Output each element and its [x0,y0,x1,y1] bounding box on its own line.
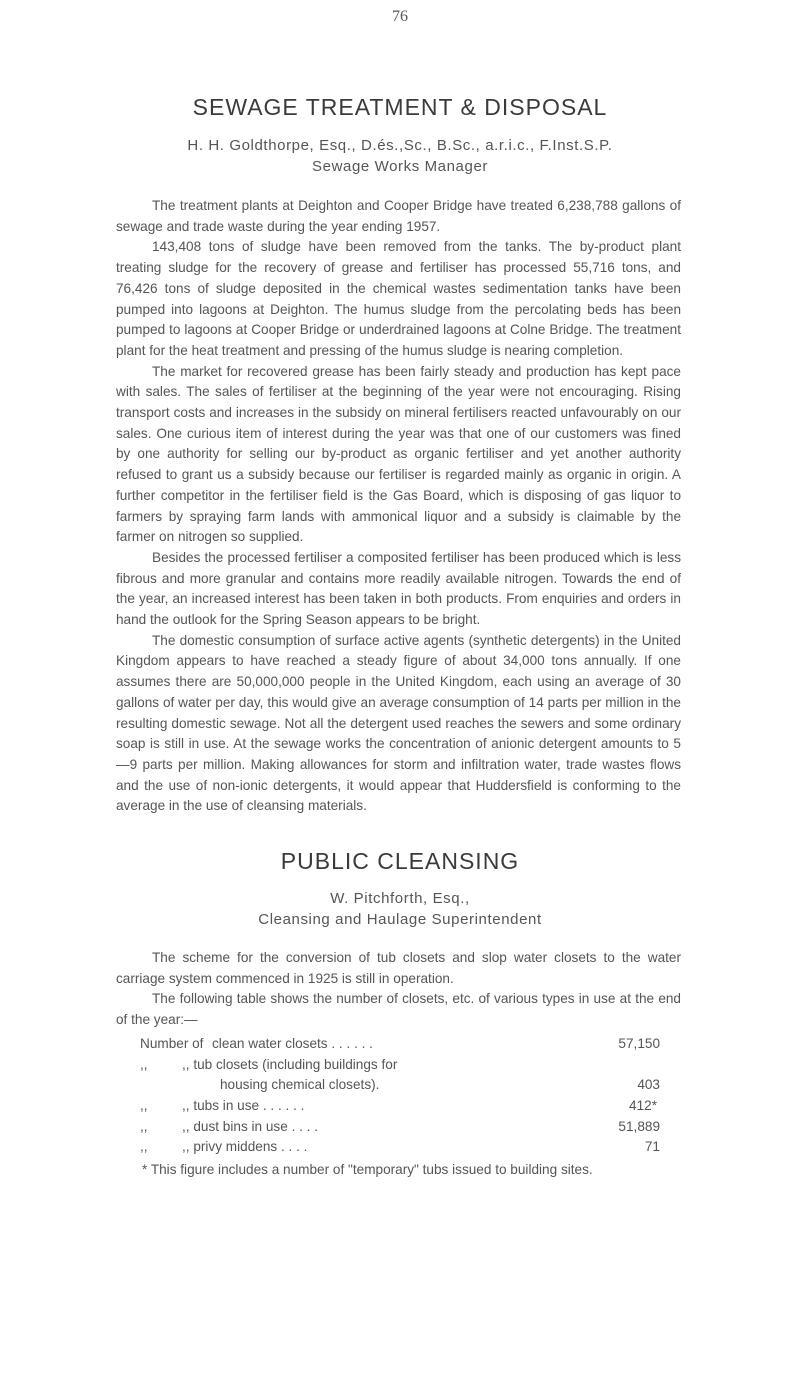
table-row [140,1075,685,1096]
row-label: ,, privy middens . . . . [182,1139,308,1155]
paragraph: The domestic consumption of surface active agents (synthetic detergents) in the United Kingdom appears to have reached a steady figure of about 34,000 tons annually. If one assumes there are 50,000,000 people in the United Kingdom, each using an average of 30 gallons of water per day, this would give an average consumption of 14 parts per million in the resulting domestic sewage. Not all the detergent used reaches the sewers and some ordinary soap is still in use. At the sewage works the concentration of anionic detergent amounts to 5—9 parts per million. Making allowances for storm and infiltration water, trade wastes flows and the use of non-ionic detergents, it would appear that Huddersfield is conforming to the average in the use of cleansing materials. [116,632,681,814]
table-row [140,1137,685,1158]
section-title-cleansing: PUBLIC CLEANSING [280,848,520,874]
table-row [140,1117,685,1138]
row-label: ,, tub closets (including buildings for [182,1056,398,1072]
row-prefix: Number of [140,1036,204,1051]
row-prefix: ,, [140,1056,148,1072]
closets-table [140,1034,685,1158]
table-row [140,1055,685,1076]
sewage-body [116,196,681,817]
role-line-sewage: Sewage Works Manager [312,158,488,175]
row-value: 71 [644,1139,660,1155]
paragraph: The following table shows the number of closets, etc. of various types in use at the end of the year:— [116,991,681,1028]
cleansing-body [116,948,681,1031]
footnote-text: * This figure includes a number of "temporary" tubs issued to building sites. [142,1162,593,1177]
row-label: ,, tubs in use . . . . . . [182,1098,305,1114]
row-value: 412* [629,1098,657,1114]
row-value: 403 [637,1077,660,1093]
paragraph: The market for recovered grease has been fairly steady and production has kept pace with sales. The sales of fertiliser at the beginning of the year were not encouraging. Rising transport costs and increases in the subsidy on mineral fertilisers reacted unfavourably on our sales. One curious item of interest during the year was that one of our customers was fined by one authority for selling our by-product as organic fertiliser and yet another authority refused to grant us a subsidy because our fertiliser is regarded mainly as organic in origin. A further competitor in the fertiliser field is the Gas Board, which is disposing of gas liquor to farmers by spraying farm lands with ammonical liquor and a subsidy is claimable by the farmer on nitrogen so supplied. [116,363,681,545]
row-prefix: ,, [140,1118,148,1134]
paragraph: The scheme for the conversion of tub closets and slop water closets to the water carriage system commenced in 1925 is still in operation. [116,950,681,986]
role-line-cleansing: Cleansing and Haulage Superintendent [258,911,542,928]
row-label: ,, dust bins in use . . . . [182,1118,319,1134]
section-title-sewage: SEWAGE TREATMENT & DISPOSAL [192,94,608,120]
row-label: clean water closets . . . . . . [212,1036,373,1051]
row-prefix: ,, [140,1098,148,1114]
paragraph: The treatment plants at Deighton and Cooper Bridge have treated 6,238,788 gallons of sewage and trade waste during the year ending 1957. [116,198,681,234]
page-number: 76 [392,8,408,25]
table-row [140,1096,685,1117]
table-row [140,1034,685,1055]
author-line-sewage: H. H. Goldthorpe, Esq., D.és.,Sc., B.Sc., a.r.i.c., F.Inst.S.P. [187,137,613,154]
paragraph: Besides the processed fertiliser a composited fertiliser has been produced which is less fibrous and more granular and contains more readily available nitrogen. Towards the end of the year, an increased interest has been taken in both products. From enquiries and orders in hand the outlook for the Spring Season appears to be bright. [116,549,681,628]
row-value: 51,889 [618,1118,660,1134]
row-value: 57,150 [618,1036,660,1051]
row-prefix: ,, [140,1139,148,1155]
paragraph: 143,408 tons of sludge have been removed from the tanks. The by-product plant treating sludge for the recovery of grease and fertiliser has processed 55,716 tons, and 76,426 tons of sludge deposited in the chemical wastes sedimentation tanks have been pumped into lagoons at Deighton. The humus sludge from the percolating beds has been pumped to lagoons at Cooper Bridge or underdrained lagoons at Colne Bridge. The treatment plant for the heat treatment and pressing of the humus sludge is nearing completion. [116,239,681,358]
author-line-cleansing: W. Pitchforth, Esq., [330,890,470,907]
table-footnote [116,1160,681,1181]
row-label: housing chemical closets). [220,1077,380,1093]
